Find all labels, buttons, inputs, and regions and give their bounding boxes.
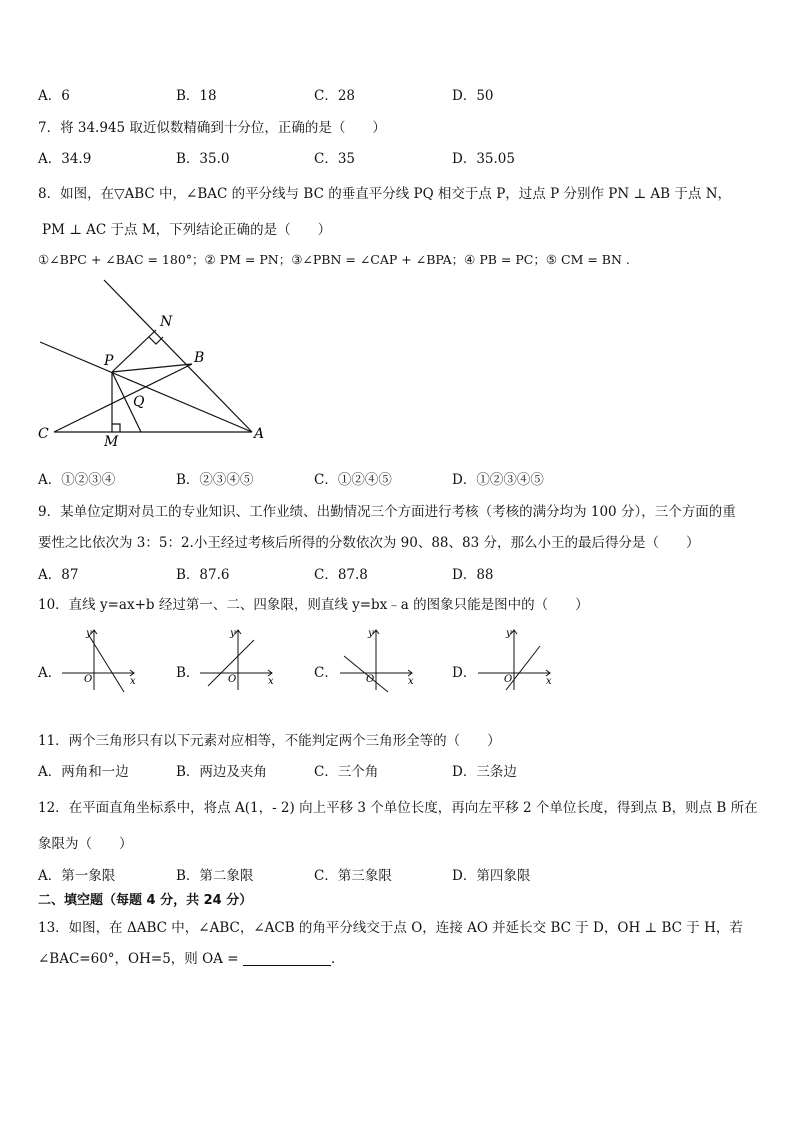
q9-option-b[interactable]: B．87.6 [176,567,230,583]
q8-right-angle-m [112,424,120,432]
q12-option-d[interactable]: D．第四象限 [452,868,531,884]
q10-d-x-label: x [546,676,552,687]
q12-stem-line2: 象限为（ ） [38,836,133,852]
q10-b-y-label: y [230,628,236,639]
q10-c-x-label: x [408,676,414,687]
q10-option-c[interactable]: C． [314,665,338,681]
q10-b-origin: O [228,674,237,685]
q10-graph-d [474,624,558,694]
q8-options [38,468,758,488]
q7-option-d[interactable]: D．35.05 [452,151,515,167]
q7-stem: 7．将 34.945 取近似数精确到十分位，正确的是（ ） [38,120,386,136]
q10-graph-c [336,624,420,694]
q10-graph-a [58,624,142,694]
q12-option-c[interactable]: C．第三象限 [314,868,392,884]
q8-label-b: B [194,350,205,366]
q8-option-a[interactable]: A．①②③④ [38,472,116,488]
q9-option-d[interactable]: D．88 [452,567,494,583]
q11-option-d[interactable]: D．三条边 [452,764,517,780]
q12-option-b[interactable]: B．第二象限 [176,868,254,884]
q8-option-d[interactable]: D．①②③④⑤ [452,472,544,488]
q7-option-c[interactable]: C．35 [314,151,356,167]
q7-option-b[interactable]: B．35.0 [176,151,230,167]
q8-figure [30,270,280,450]
q9-stem-line2: 要性之比依次为 3：5：2.小王经过考核后所得的分数依次为 90、88、83 分，那么小王的最后得分是（ ） [38,535,700,551]
q10-option-b[interactable]: B． [176,665,200,681]
q10-graph-b [196,624,280,694]
q13-stem-line2 [38,947,335,967]
q11-option-a[interactable]: A．两角和一边 [38,764,129,780]
q11-option-c[interactable]: C．三个角 [314,764,379,780]
q6-option-a[interactable]: A．6 [38,88,70,104]
q11-stem: 11．两个三角形只有以下元素对应相等，不能判定两个三角形全等的（ ） [38,733,501,749]
q8-line-an [104,280,252,432]
q9-option-c[interactable]: C．87.8 [314,567,368,583]
q6-option-b[interactable]: B．18 [176,88,217,104]
q10-a-y-label: y [86,628,92,639]
q10-a-x-label: x [130,676,136,687]
q6-option-d[interactable]: D．50 [452,88,494,104]
q8-label-m: M [104,434,119,450]
q12-stem-line1: 12．在平面直角坐标系中，将点 A(1，- 2) 向上平移 3 个单位长度，再向左平移 2 个单位长度，得到点 B，则点 B 所在 [38,800,758,816]
q10-d-origin: O [504,674,513,685]
q8-stem-line2: PM ⊥ AC 于点 M，下列结论正确的是（ ） [42,222,332,238]
q8-label-c: C [38,426,49,442]
q10-b-x-label: x [268,676,274,687]
q13-answer-blank[interactable] [243,951,331,966]
q8-statements: ①∠BPC + ∠BAC = 180°；② PM = PN；③∠PBN = ∠CAP + ∠BPA；④ PB = PC；⑤ CM = BN . [38,252,630,267]
q10-line-a [88,634,124,692]
q10-option-a[interactable]: A． [38,665,62,681]
q8-option-b[interactable]: B．②③④⑤ [176,472,254,488]
q8-stem-line1: 8．如图，在▽ABC 中，∠BAC 的平分线与 BC 的垂直平分线 PQ 相交于点 P，过点 P 分别作 PN ⊥ AB 于点 N， [38,186,732,202]
q12-options [38,864,758,884]
q8-line-pn [112,330,156,372]
q8-label-q: Q [133,394,145,410]
q10-d-y-label: y [506,628,512,639]
q8-label-p: P [104,353,114,369]
q10-c-origin: O [366,674,375,685]
q12-option-a[interactable]: A．第一象限 [38,868,116,884]
q8-option-c[interactable]: C．①②④⑤ [314,472,392,488]
q6-options [38,84,758,104]
q11-option-b[interactable]: B．两边及夹角 [176,764,267,780]
q7-options [38,147,758,167]
q6-option-c[interactable]: C．28 [314,88,356,104]
q11-options [38,760,758,780]
q13-stem-line1: 13．如图，在 ΔABC 中，∠ABC，∠ACB 的角平分线交于点 O，连接 AO 并延长交 BC 于 D，OH ⊥ BC 于 H，若 [38,920,743,936]
q9-stem-line1: 9．某单位定期对员工的专业知识、工作业绩、出勤情况三个方面进行考核（考核的满分均为 100 分），三个方面的重 [38,504,736,520]
section2-title: 二、填空题（每题 4 分，共 24 分） [38,893,253,908]
q10-a-origin: O [84,674,93,685]
q7-option-a[interactable]: A．34.9 [38,151,92,167]
q10-stem: 10．直线 y=ax+b 经过第一、二、四象限，则直线 y=bx﹣a 的图象只能是图中的（ ） [38,597,589,613]
q13-stem-line2-text: ∠BAC=60°，OH=5，则 OA = [38,951,239,967]
q10-option-d[interactable]: D． [452,665,477,681]
q8-label-a: A [254,426,265,442]
q8-label-n: N [160,314,173,330]
q10-c-y-label: y [368,628,374,639]
q9-option-a[interactable]: A．87 [38,567,79,583]
q9-options [38,563,758,583]
q8-line-pb [112,364,192,372]
q13-stem-line2-end: . [330,951,336,967]
